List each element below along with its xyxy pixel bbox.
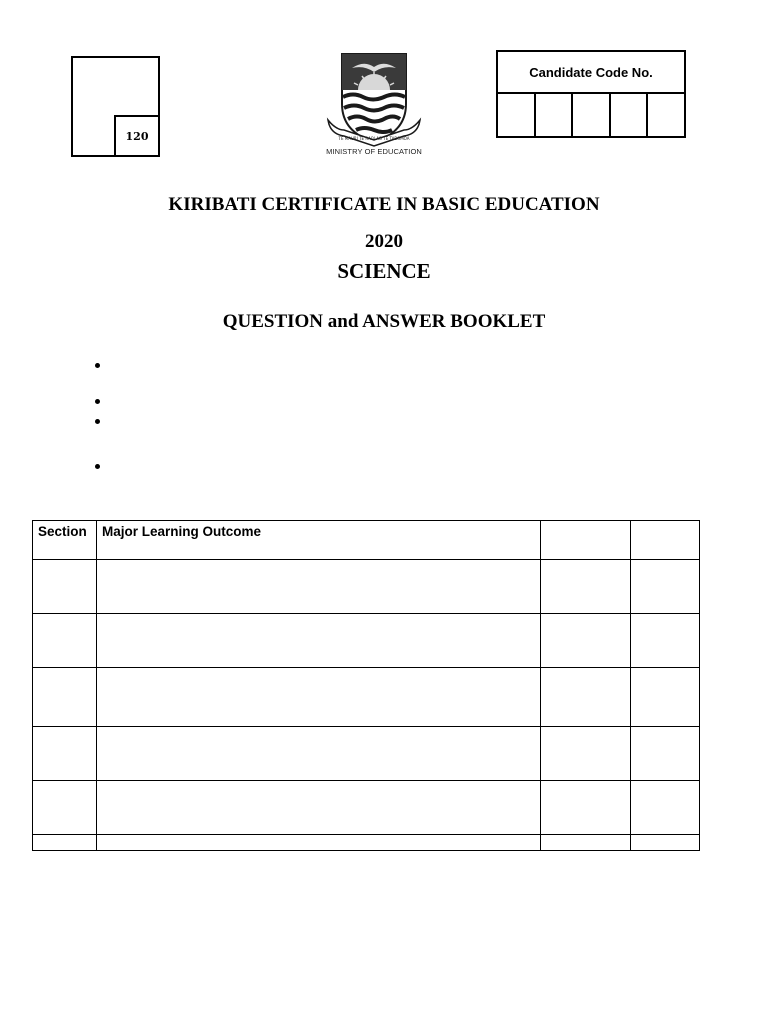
- table-cell: [97, 668, 541, 727]
- table-cell: [541, 781, 631, 835]
- table-header-row: [33, 521, 700, 560]
- table-cell: [33, 560, 97, 614]
- table-cell: [33, 727, 97, 781]
- ministry-caption: MINISTRY OF EDUCATION: [326, 147, 422, 156]
- table-cell: [631, 614, 700, 668]
- table-row: [33, 614, 700, 668]
- table-cell: [631, 560, 700, 614]
- table-cell: [541, 727, 631, 781]
- table-cell: [97, 614, 541, 668]
- candidate-code-box: [496, 50, 686, 138]
- table-cell: [97, 560, 541, 614]
- candidate-code-cell[interactable]: [536, 94, 574, 136]
- table-row: [33, 668, 700, 727]
- crest-motto: TE MAURI TE RAOI AO TE TABOMOA: [338, 136, 410, 141]
- table-cell: [97, 835, 541, 851]
- instruction-bullet: [94, 418, 102, 426]
- table-cell: [541, 835, 631, 851]
- table-cell: [33, 614, 97, 668]
- header-major-learning-outcome: Major Learning Outcome: [97, 521, 541, 560]
- learning-outcomes-table: [32, 520, 700, 851]
- table-row: [33, 781, 700, 835]
- table-cell: [631, 781, 700, 835]
- candidate-code-cells: [498, 94, 684, 136]
- table-cell: [631, 727, 700, 781]
- table-cell: [33, 835, 97, 851]
- table-row-total: [33, 835, 700, 851]
- score-box: [71, 56, 160, 157]
- table-cell: [33, 668, 97, 727]
- instruction-bullet: [94, 463, 102, 471]
- certificate-title: KIRIBATI CERTIFICATE IN BASIC EDUCATION: [168, 194, 600, 215]
- instruction-bullet: [94, 398, 102, 406]
- table-cell: [631, 668, 700, 727]
- table-cell: [541, 614, 631, 668]
- table-cell: [631, 835, 700, 851]
- header-col-3: [541, 521, 631, 560]
- candidate-code-label: Candidate Code No.: [498, 52, 684, 94]
- subject-title: SCIENCE: [337, 259, 431, 283]
- instruction-bullet: [94, 362, 102, 370]
- exam-year: 2020: [365, 231, 403, 252]
- booklet-title: QUESTION and ANSWER BOOKLET: [222, 311, 546, 332]
- candidate-code-cell[interactable]: [611, 94, 649, 136]
- candidate-code-cell[interactable]: [648, 94, 684, 136]
- table-cell: [97, 727, 541, 781]
- candidate-code-cell[interactable]: [573, 94, 611, 136]
- score-total: 120: [114, 115, 160, 157]
- table-cell: [97, 781, 541, 835]
- header-col-4: [631, 521, 700, 560]
- header-section: Section: [33, 521, 97, 560]
- table-cell: [541, 668, 631, 727]
- table-row: [33, 727, 700, 781]
- ministry-crest-icon: [322, 50, 426, 160]
- table-cell: [541, 560, 631, 614]
- table-row: [33, 560, 700, 614]
- table-cell: [33, 781, 97, 835]
- candidate-code-cell[interactable]: [498, 94, 536, 136]
